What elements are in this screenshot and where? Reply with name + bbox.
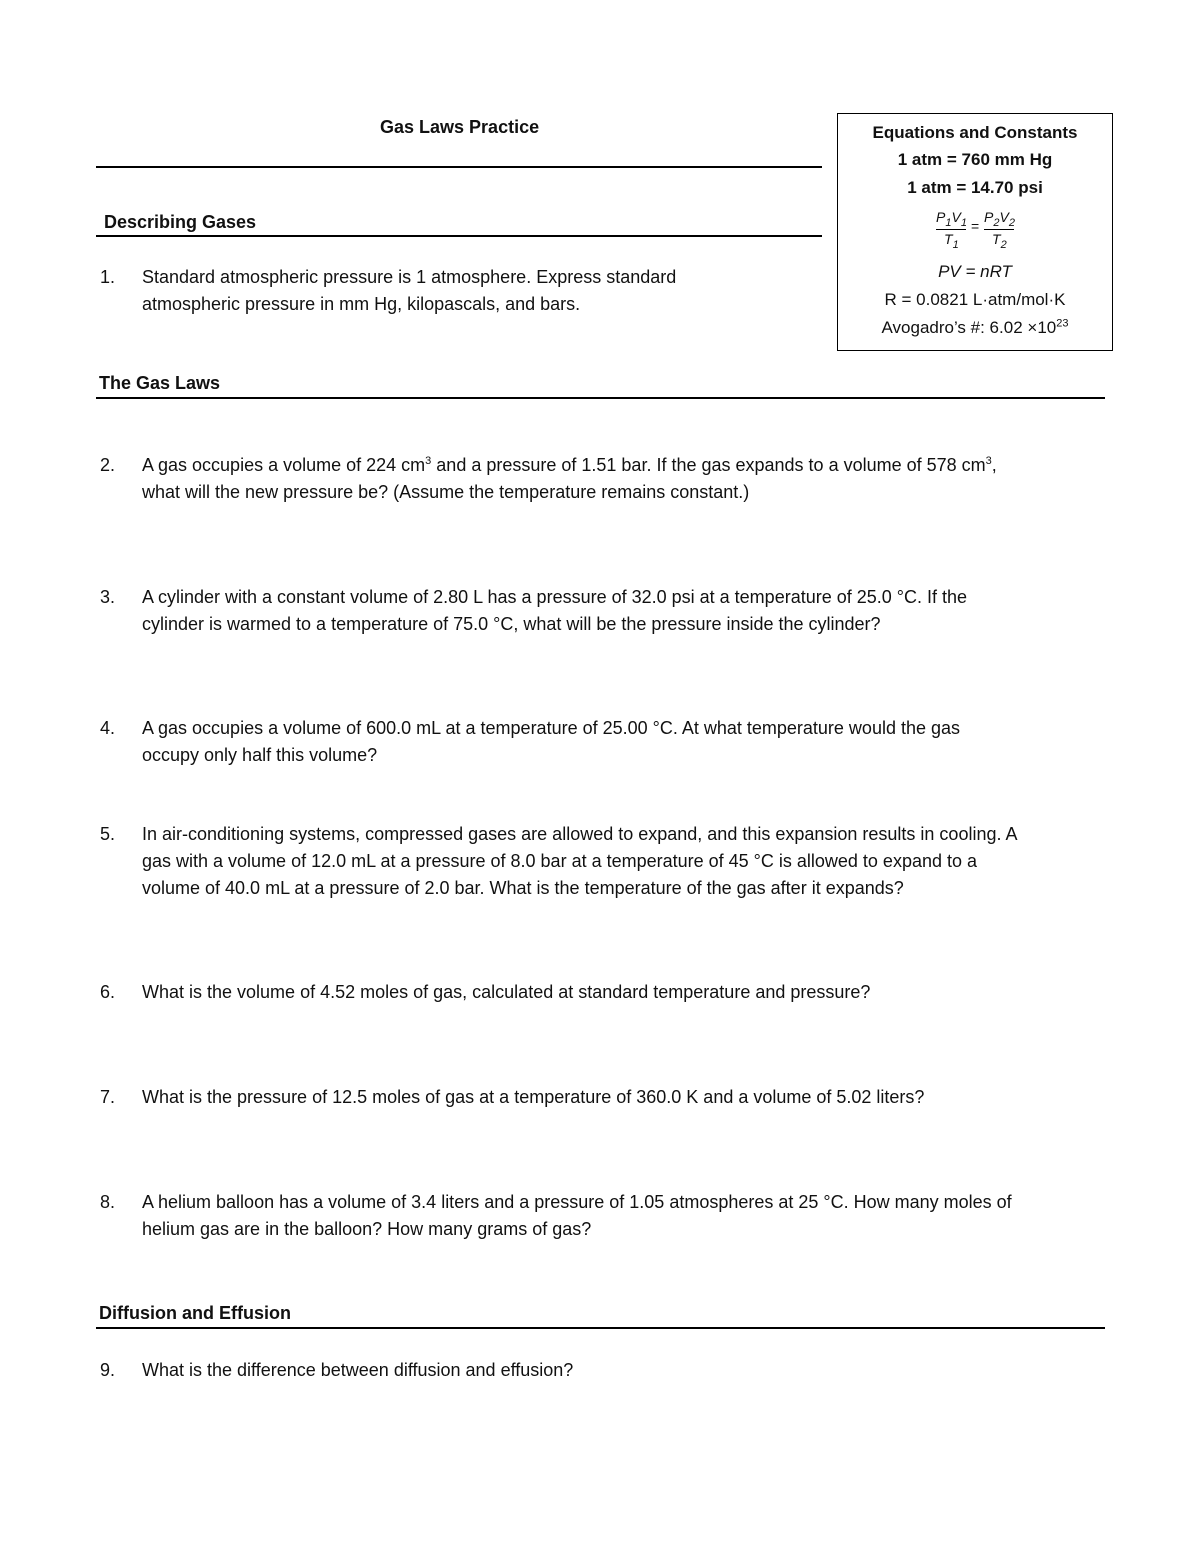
question-8-text: A helium balloon has a volume of 3.4 liters and a pressure of 1.05 atmospheres at 25 °C. How many moles of helium gas are in the balloon? How many grams of gas?: [142, 1192, 1012, 1239]
question-1-text: Standard atmospheric pressure is 1 atmosphere. Express standard atmospheric pressure in mm Hg, kilopascals, and bars.: [142, 267, 677, 314]
question-4-text: A gas occupies a volume of 600.0 mL at a temperature of 25.00 °C. At what temperature would the gas occupy only half this volume?: [142, 718, 961, 765]
atm-psi-constant: 1 atm = 14.70 psi: [907, 178, 1043, 197]
section-describing-gases: Describing Gases: [104, 212, 257, 232]
question-number: 2.: [100, 455, 116, 475]
question-number: 7.: [100, 1087, 116, 1107]
section-the-gas-laws: The Gas Laws: [99, 373, 221, 393]
question-number: 4.: [100, 718, 116, 738]
title-rule: [96, 166, 822, 168]
combined-gas-law: $P_1V_1$ $T_1$ = $P_2V_2$ $T_2$: [936, 209, 1015, 251]
question-number: 3.: [100, 587, 116, 607]
atm-mmhg-constant: 1 atm = 760 mm Hg: [897, 150, 1053, 169]
equations-heading: Equations and Constants: [872, 123, 1078, 142]
question-number: 5.: [100, 824, 116, 844]
question-number: 9.: [100, 1360, 116, 1380]
question-3-text: A cylinder with a constant volume of 2.80 L has a pressure of 32.0 psi at a temperature of 25.0 °C. If the cylinder is warmed to a temperature of 75.0 °C, what will be the pressure inside the cylinder?: [142, 587, 967, 634]
avogadro-number: Avogadro’s #: $6.02 \times 10^{23}$: [881, 317, 1069, 337]
question-9-text: What is the difference between diffusion and effusion?: [142, 1360, 574, 1380]
question-number: 1.: [100, 267, 116, 287]
section-rule-gas-laws: [96, 397, 1105, 399]
section-rule-describing: [96, 235, 822, 237]
question-6-text: What is the volume of 4.52 moles of gas, calculated at standard temperature and pressure?: [142, 982, 871, 1002]
section-diffusion-effusion: Diffusion and Effusion: [99, 1303, 291, 1323]
question-5-text: In air-conditioning systems, compressed gases are allowed to expand, and this expansion results in cooling. A gas with a volume of 12.0 mL at a pressure of 8.0 bar at a temperature of 45 °C is allowed to expand to a volume of 40.0 mL at a pressure of 2.0 bar. What is the temperature of the gas after it expands?: [142, 824, 1018, 898]
question-number: 8.: [100, 1192, 116, 1212]
section-rule-diffusion: [96, 1327, 1105, 1329]
question-7-text: What is the pressure of 12.5 moles of gas at a temperature of 360.0 K and a volume of 5.02 liters?: [142, 1087, 925, 1107]
gas-constant: R = 0.0821 L·atm/mol·K: [884, 290, 1066, 309]
question-2-text: A gas occupies a volume of 224 $cm^3$ and a pressure of 1.51 bar. If the gas expands to a volume of 578 $cm^3$, what will the new pressure be? (Assume the temperature remains constant.): [142, 455, 997, 502]
question-number: 6.: [100, 982, 116, 1002]
page-title: Gas Laws Practice: [380, 117, 540, 137]
ideal-gas-law: PV = nRT: [938, 262, 1012, 281]
equations-box: [837, 113, 1113, 351]
